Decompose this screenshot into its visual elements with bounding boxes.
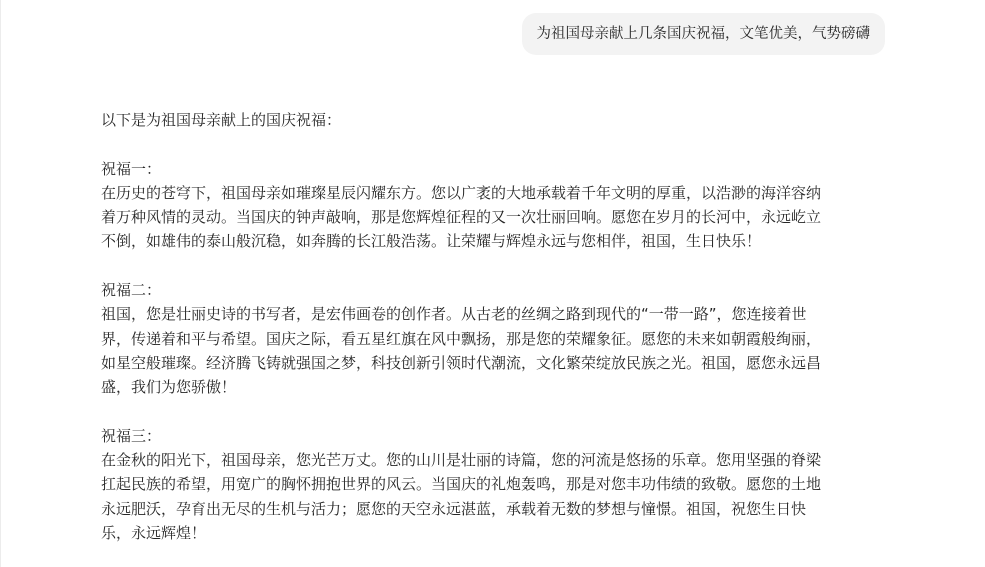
- blessing-line: 祖国，您是壮丽史诗的书写者，是宏伟画卷的创作者。从古老的丝绸之路到现代的“一带一路”，您连接着世: [101, 305, 807, 324]
- assistant-intro: 以下是为祖国母亲献上的国庆祝福：: [101, 111, 342, 129]
- blessing-line: 不倒，如雄伟的泰山般沉稳，如奔腾的长江般浩荡。让荣耀与辉煌永远与您相伴，祖国，生日快乐！: [101, 232, 762, 251]
- blessing-1: [101, 157, 891, 254]
- user-message-row: [522, 13, 886, 55]
- blessing-line: 如星空般璀璨。经济腾飞铸就强国之梦，科技创新引领时代潮流，文化繁荣绽放民族之光。祖国，愿您永远昌: [101, 353, 822, 372]
- blessing-title: 祝福一：: [101, 159, 162, 178]
- blessing-line: 扛起民族的希望，用宽广的胸怀拥抱世界的风云。当国庆的礼炮轰鸣，那是对您丰功伟绩的致敬。愿您的土地: [101, 475, 822, 494]
- blessing-2: [101, 278, 891, 399]
- blessing-3: [101, 424, 891, 545]
- blessing-line: 界，传递着和平与希望。国庆之际，看五星红旗在风中飘扬，那是您的荣耀象征。愿您的未来如朝霞般绚丽，: [101, 329, 822, 348]
- blessing-line: 盛，我们为您骄傲！: [101, 378, 237, 397]
- blessing-line: 着万种风情的灵动。当国庆的钟声敲响，那是您辉煌征程的又一次壮丽回响。愿您在岁月的长河中，永远屹立: [101, 208, 822, 227]
- assistant-message: [101, 108, 891, 545]
- blessing-line: 永远肥沃，孕育出无尽的生机与活力；愿您的天空永远湛蓝，承载着无数的梦想与憧憬。祖国，祝您生日快: [101, 499, 807, 518]
- blessing-line: 乐，永远辉煌！: [101, 524, 207, 543]
- blessing-line: 在金秋的阳光下，祖国母亲，您光芒万丈。您的山川是壮丽的诗篇，您的河流是悠扬的乐章。您用坚强的脊梁: [101, 451, 822, 470]
- user-message-bubble: 为祖国母亲献上几条国庆祝福，文笔优美，气势磅礴: [522, 13, 886, 55]
- blessing-title: 祝福二：: [101, 281, 162, 300]
- blessing-line: 在历史的苍穹下，祖国母亲如璀璨星辰闪耀东方。您以广袤的大地承载着千年文明的厚重，以浩渺的海洋容纳: [101, 183, 822, 202]
- blessing-title: 祝福三：: [101, 426, 162, 445]
- panel-divider: [0, 0, 1, 567]
